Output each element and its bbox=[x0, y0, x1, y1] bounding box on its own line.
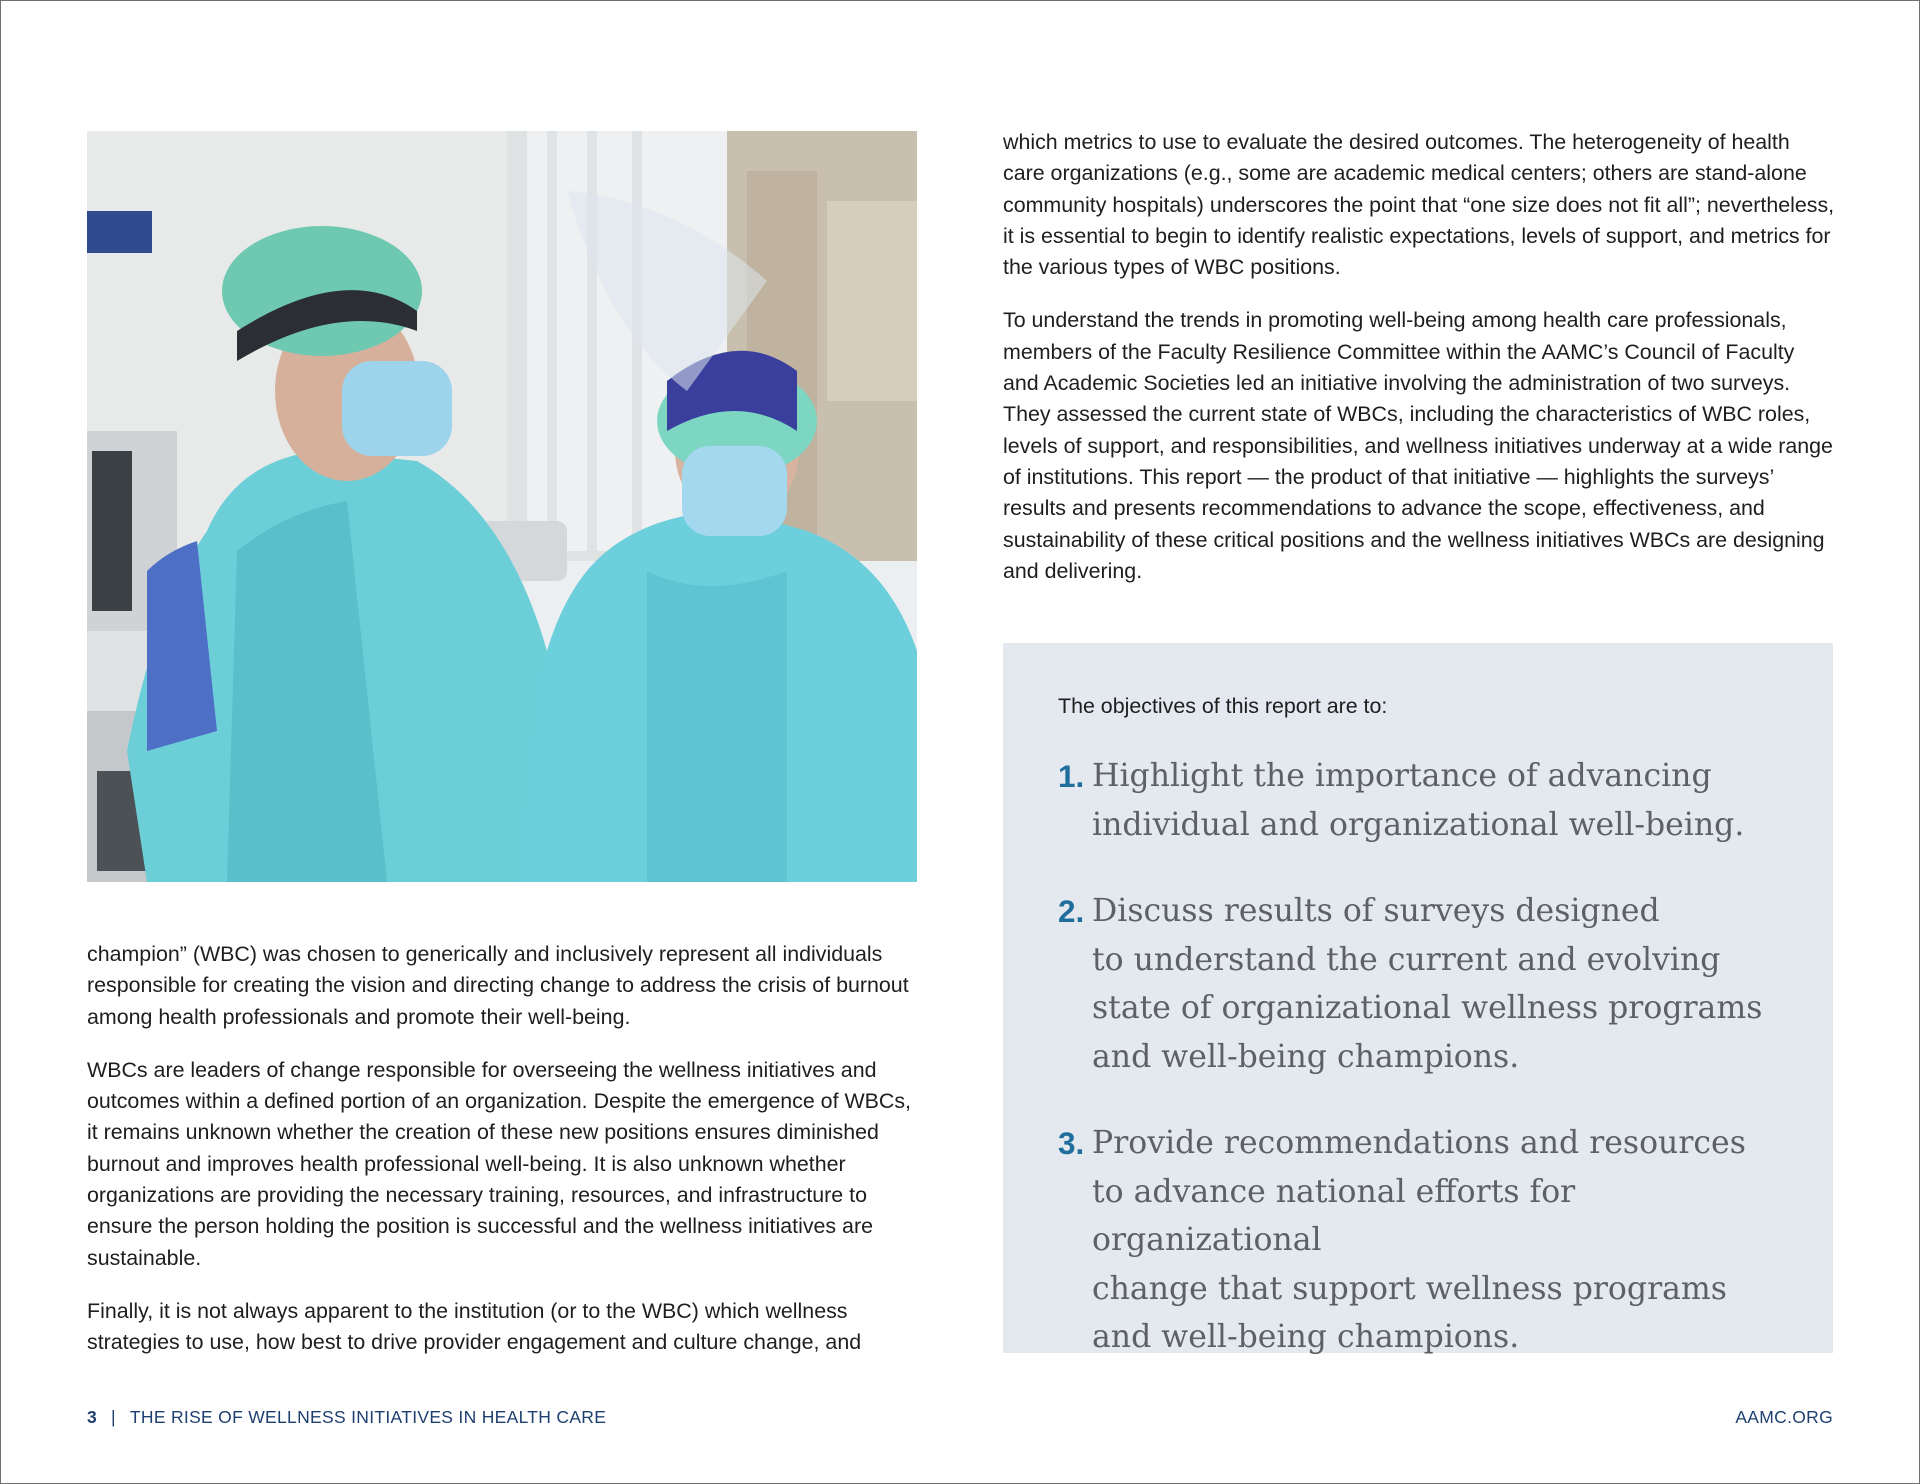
objective-text: Highlight the importance of advancing individual and organizational well-being. bbox=[1092, 758, 1745, 843]
objective-number: 3. bbox=[1058, 1125, 1085, 1161]
objective-item bbox=[1058, 752, 1778, 849]
footer-left bbox=[87, 1407, 606, 1428]
objectives-box bbox=[1003, 643, 1833, 1353]
objective-text: Discuss results of surveys designed to understand the current and evolving state of organizational wellness programs and well-being champions. bbox=[1092, 893, 1763, 1075]
left-text-column bbox=[87, 939, 923, 1381]
right-text-column bbox=[1003, 127, 1835, 609]
paragraph: Finally, it is not always apparent to the institution (or to the WBC) which wellness strategies to use, how best to drive provider engagement and culture change, and bbox=[87, 1298, 862, 1355]
objective-item bbox=[1058, 887, 1778, 1081]
paragraph: WBCs are leaders of change responsible for overseeing the wellness initiatives and outcomes within a defined portion of an organization. Despite the emergence of WBCs, it remains unknown whether the creation of these new positions ensures diminished burnout and improves health professional well-being. It is also unknown whether organizations are providing the necessary training, resources, and infrastructure to ensure the person holding the position is successful and the wellness initiatives are sustainable. bbox=[87, 1057, 911, 1270]
page-footer bbox=[87, 1407, 1833, 1428]
healthcare-workers-photo bbox=[87, 131, 917, 882]
objective-item bbox=[1058, 1119, 1778, 1362]
objective-number: 1. bbox=[1058, 758, 1085, 794]
paragraph: which metrics to use to evaluate the desired outcomes. The heterogeneity of health care organizations (e.g., some are academic medical centers; others are stand-alone community hospitals) underscores the point that “one size does not fit all”; nevertheless, it is essential to begin to identify realistic expectations, levels of support, and metrics for the various types of WBC positions. bbox=[1003, 130, 1835, 280]
report-title: THE RISE OF WELLNESS INITIATIVES IN HEALTH CARE bbox=[129, 1407, 607, 1427]
paragraph: champion” (WBC) was chosen to generically and inclusively represent all individuals responsible for creating the vision and directing change to address the crisis of burnout among health professionals and promote their well-being. bbox=[87, 942, 909, 1029]
footer-separator: | bbox=[111, 1407, 116, 1427]
site-link[interactable]: AAMC.ORG bbox=[1735, 1407, 1833, 1427]
objectives-intro: The objectives of this report are to: bbox=[1058, 694, 1388, 718]
page-number: 3 bbox=[87, 1407, 98, 1427]
paragraph: To understand the trends in promoting well-being among health care professionals, members of the Faculty Resilience Committee within the AAMC’s Council of Faculty and Academic Societies led an initiative involving the administration of two surveys. They assessed the current state of WBCs, including the characteristics of WBC roles, levels of support, and responsibilities, and wellness initiatives underway at a wide range of institutions. This report — the product of that initiative — highlights the surveys’ results and presents recommendations to advance the scope, effectiveness, and sustainability of these critical positions and the wellness initiatives WBCs are designing and delivering. bbox=[1003, 308, 1833, 583]
objective-text: Provide recommendations and resources to advance national efforts for organizational change that support wellness programs and well-being champions. bbox=[1092, 1125, 1746, 1355]
photo-illustration bbox=[87, 131, 917, 882]
objective-number: 2. bbox=[1058, 893, 1085, 929]
